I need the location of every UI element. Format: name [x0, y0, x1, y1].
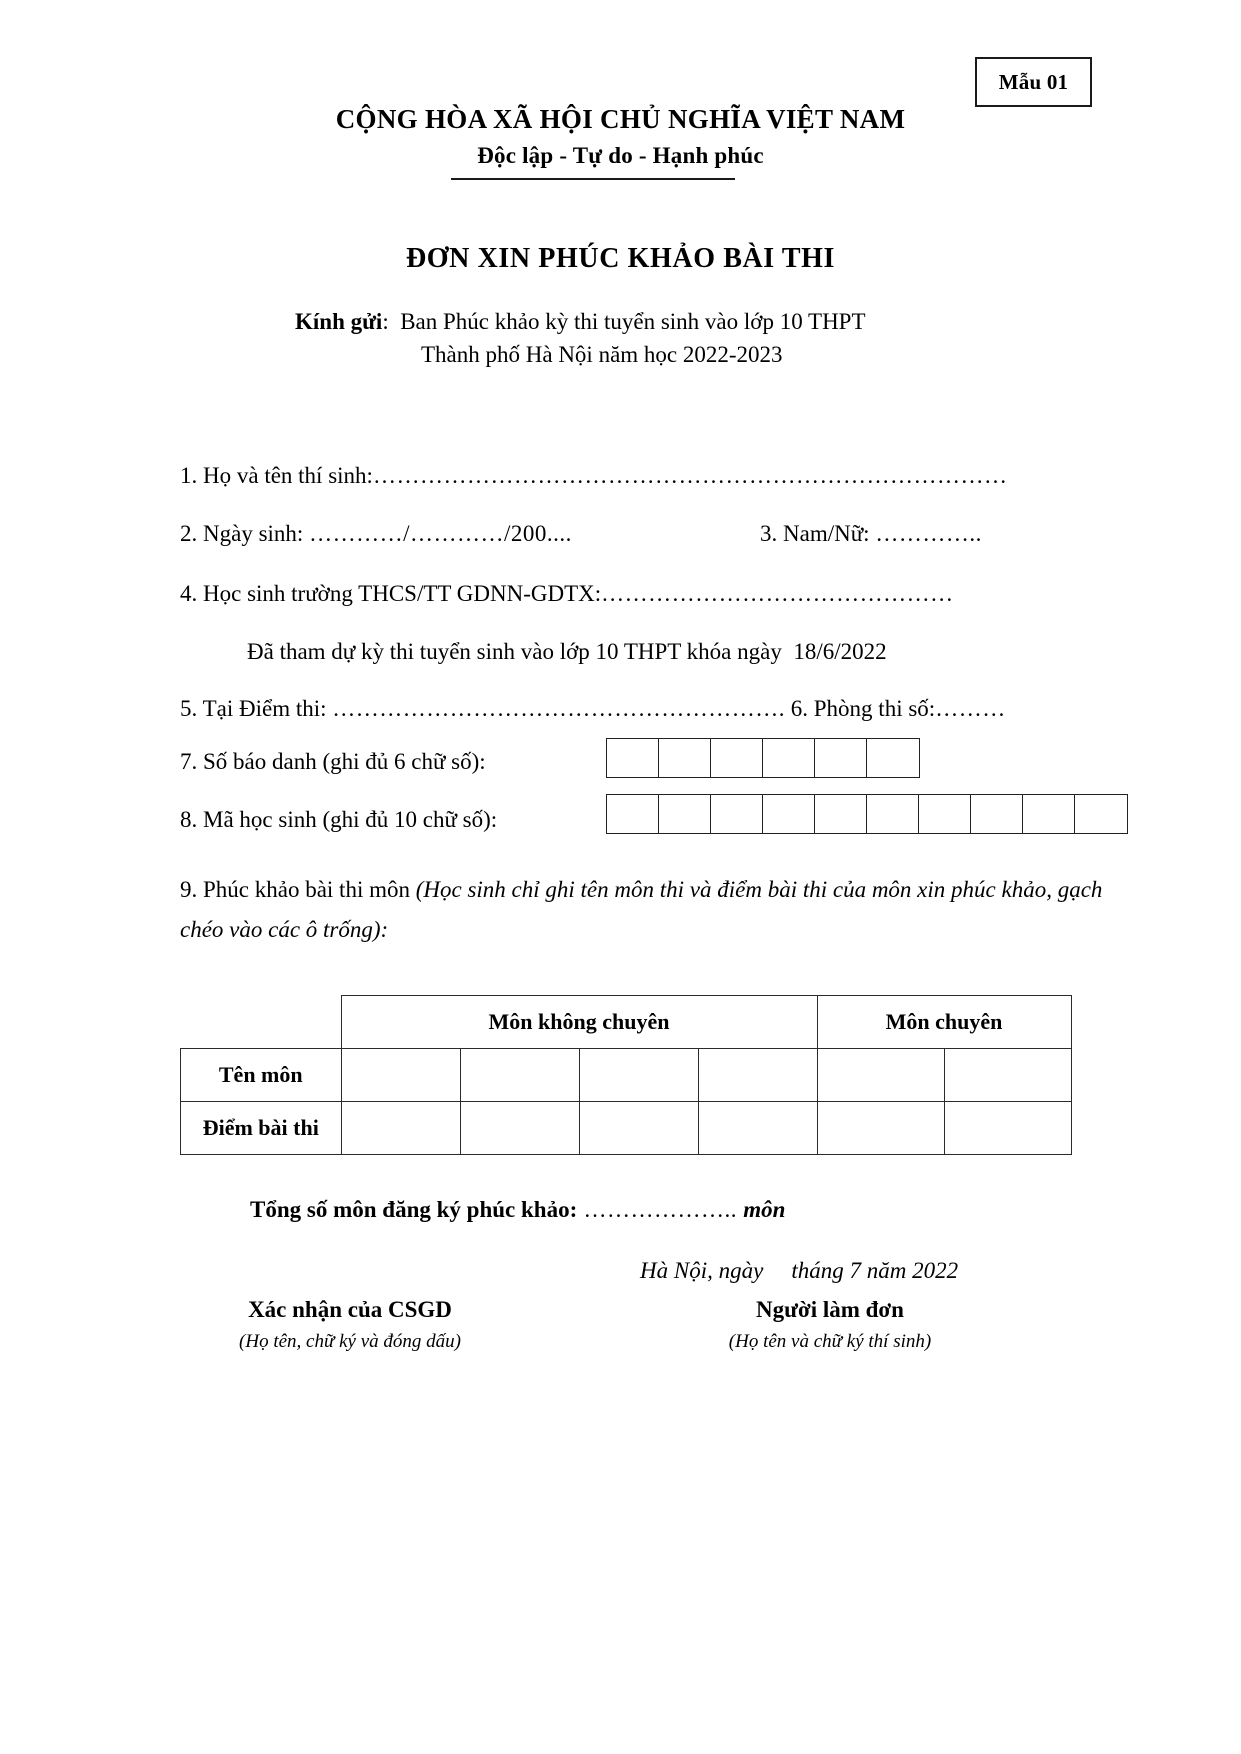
table-row-label-subject-name: Tên môn [181, 1049, 342, 1102]
table-group-header-specialized: Môn chuyên [817, 996, 1071, 1049]
signature-date [640, 1258, 958, 1284]
attendance-text: Đã tham dự kỳ thi tuyển sinh vào lớp 10 THPT khóa ngày [247, 639, 782, 664]
table-cell[interactable] [944, 1102, 1071, 1155]
digit-cell[interactable] [815, 795, 867, 833]
field-gender-input[interactable]: ………….. [875, 521, 982, 546]
field-exam-site-input[interactable]: …………………………………………………. [332, 696, 786, 721]
field-student-name-label: 1. Họ và tên thí sinh: [180, 463, 373, 488]
table-cell[interactable] [460, 1049, 579, 1102]
total-subjects-line [250, 1197, 785, 1223]
table-row-label-score: Điểm bài thi [181, 1102, 342, 1155]
table-cell[interactable] [579, 1049, 698, 1102]
heading-divider [451, 178, 735, 180]
table-cell[interactable] [944, 1049, 1071, 1102]
table-cell[interactable] [698, 1102, 817, 1155]
table-corner-blank [181, 996, 342, 1049]
digit-cell[interactable] [607, 739, 659, 777]
table-cell[interactable] [817, 1049, 944, 1102]
table-cell[interactable] [341, 1102, 460, 1155]
field-exam-room-label: 6. Phòng thi số: [790, 696, 936, 721]
field-birthdate-label: 2. Ngày sinh: [180, 521, 304, 546]
table-group-header-row [181, 996, 1072, 1049]
total-subjects-input[interactable]: ……………….. [577, 1197, 744, 1222]
recipient-colon: : [382, 309, 389, 334]
signature-applicant-subtitle: (Họ tên và chữ ký thí sinh) [728, 1330, 932, 1352]
field-exam-site-label: 5. Tại Điểm thi: [180, 696, 327, 721]
signature-date-prefix: Hà Nội, ngày [640, 1258, 764, 1283]
field-school-label: 4. Học sinh trường THCS/TT GDNN-GDTX: [180, 581, 602, 606]
field-exam-site-row [180, 695, 1006, 723]
remark-subjects-note: (Học sinh chỉ ghi tên môn thi và điểm bài thi của môn xin phúc khảo, gạch chéo vào các ô trống): [180, 877, 1103, 943]
field-remark-subjects [180, 870, 1132, 951]
digit-cell[interactable] [1075, 795, 1127, 833]
signature-block-school [140, 1295, 560, 1355]
field-school [180, 580, 954, 608]
national-heading [0, 104, 1241, 169]
field-student-name-input[interactable]: ……………………………………………………………………… [372, 463, 1008, 488]
digit-cell[interactable] [763, 795, 815, 833]
field-student-code-label: 8. Mã học sinh (ghi đủ 10 chữ số): [180, 807, 498, 832]
national-motto: Độc lập - Tự do - Hạnh phúc [477, 143, 764, 169]
recipient-label: Kính gửi [295, 309, 383, 334]
table-cell[interactable] [341, 1049, 460, 1102]
page-title: ĐƠN XIN PHÚC KHẢO BÀI THI [405, 243, 836, 274]
field-birthdate-input[interactable]: …………/…………/200.... [309, 521, 572, 546]
recipient-line-2: Thành phố Hà Nội năm học 2022-2023 [421, 341, 783, 367]
table-cell[interactable] [460, 1102, 579, 1155]
form-code-badge: Mẫu 01 [975, 57, 1092, 107]
student-code-boxes[interactable] [606, 794, 1128, 834]
total-subjects-label: Tổng số môn đăng ký phúc khảo: [250, 1197, 578, 1222]
attendance-date: 18/6/2022 [793, 639, 887, 664]
table-cell[interactable] [579, 1102, 698, 1155]
field-candidate-number-label: 7. Số báo danh (ghi đủ 6 chữ số): [180, 749, 486, 774]
digit-cell[interactable] [971, 795, 1023, 833]
digit-cell[interactable] [867, 795, 919, 833]
digit-cell[interactable] [763, 739, 815, 777]
field-candidate-number-label-wrap [180, 748, 486, 776]
table-cell[interactable] [698, 1049, 817, 1102]
field-school-input[interactable]: ……………………………………… [601, 581, 954, 606]
field-birthdate [180, 520, 572, 548]
digit-cell[interactable] [659, 795, 711, 833]
remark-subjects-label: 9. Phúc khảo bài thi môn [180, 877, 416, 902]
signature-block-applicant [620, 1295, 1040, 1355]
total-subjects-unit: môn [743, 1197, 786, 1222]
digit-cell[interactable] [659, 739, 711, 777]
signature-date-suffix: tháng 7 năm 2022 [791, 1258, 959, 1283]
digit-cell[interactable] [607, 795, 659, 833]
table-cell[interactable] [817, 1102, 944, 1155]
country-name: CỘNG HÒA XÃ HỘI CHỦ NGHĨA VIỆT NAM [335, 104, 906, 134]
field-student-code-label-wrap [180, 806, 497, 834]
signature-school-title: Xác nhận của CSGD [248, 1297, 452, 1322]
attendance-statement [247, 638, 887, 666]
field-gender [760, 520, 982, 548]
table-group-header-non-specialized: Môn không chuyên [341, 996, 817, 1049]
candidate-number-boxes[interactable] [606, 738, 920, 778]
field-gender-label: 3. Nam/Nữ: [760, 521, 870, 546]
recipient-block [0, 306, 1241, 371]
table-row [181, 1049, 1072, 1102]
signature-applicant-title: Người làm đơn [756, 1297, 904, 1322]
field-student-name [180, 462, 1007, 490]
table-row [181, 1102, 1072, 1155]
recipient-line-1: Ban Phúc khảo kỳ thi tuyển sinh vào lớp 10 THPT [400, 309, 866, 334]
field-exam-room-input[interactable]: ……… [935, 696, 1006, 721]
signature-school-subtitle: (Họ tên, chữ ký và đóng dấu) [239, 1330, 461, 1352]
digit-cell[interactable] [711, 739, 763, 777]
digit-cell[interactable] [711, 795, 763, 833]
digit-cell[interactable] [867, 739, 919, 777]
digit-cell[interactable] [815, 739, 867, 777]
digit-cell[interactable] [919, 795, 971, 833]
digit-cell[interactable] [1023, 795, 1075, 833]
subjects-table [180, 995, 1072, 1155]
